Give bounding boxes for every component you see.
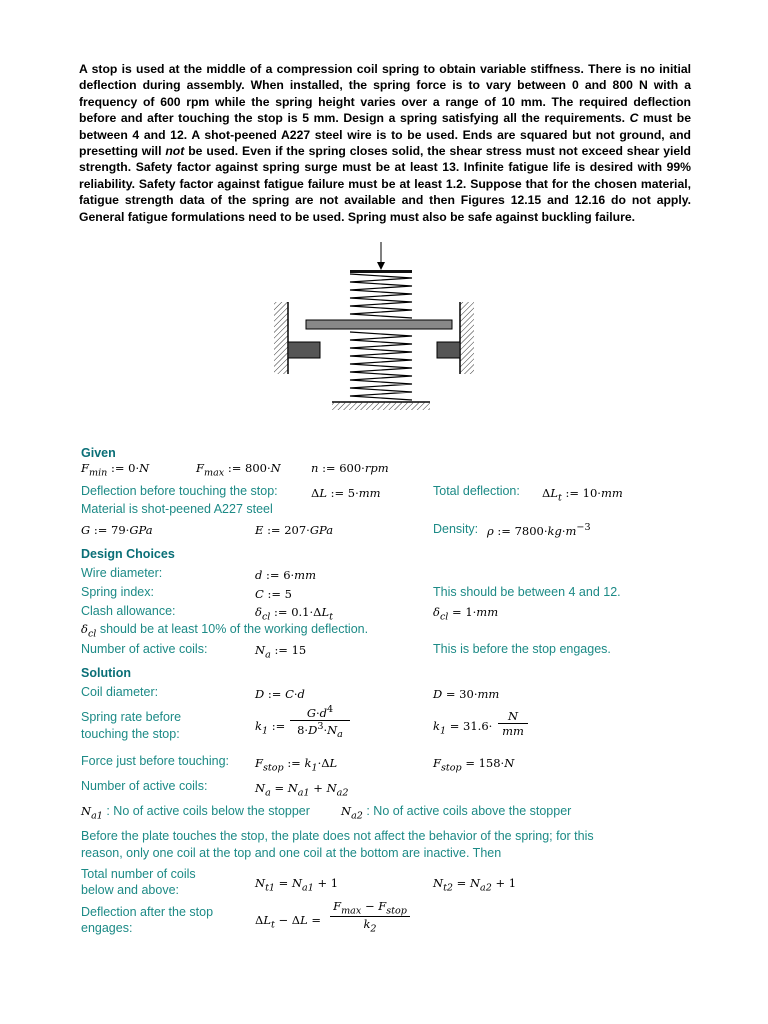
right-wall [460,302,474,374]
density-label: Density: [433,522,479,536]
rate-label-2: touching the stop: [81,727,180,741]
clash-note: $\delta_{cl}$ should be at least 10% of the working deflection. [81,622,369,640]
eq-n: n := 600·rpm [311,461,389,475]
eq-E: E := 207·GPa [255,523,334,537]
moving-plate [306,320,452,329]
given-heading: Given [81,446,116,460]
clash-note-text: should be at least 10% of the working deflection. [96,622,369,636]
after-label-1: Deflection after the stop [81,905,214,919]
eq-force: $F_{stop}$ := $k_1\cdot\Delta L$ [255,756,338,774]
left-stop [288,342,320,358]
eq-fmax: $F_{max}$ := 800·N [196,461,281,479]
eq-G: G := 79·GPa [81,523,153,537]
na1-note: $N_{a1}$ : No of active coils below the stopper [81,804,310,822]
clash-label: Clash allowance: [81,604,176,618]
left-wall [274,302,288,374]
right-stop [437,342,460,358]
eq-rate-frac: $\frac{G\cdot d^4}{8\cdot D^3\cdot N_a}$ [290,704,350,740]
problem-not: not [165,144,185,159]
rate-label-1: Spring rate before [81,710,182,724]
na1-note-text: : No of active coils below the stopper [102,804,310,818]
eq-clash: $\delta_{cl}$ := $0.1\cdot\Delta L_t$ [255,605,333,623]
eq-nt1: $N_{t1} = N_{a1} + 1$ [255,876,339,894]
eq-rate-unit: $\frac{N}{mm}$ [498,709,528,738]
after-label-2: engages: [81,921,133,935]
design-heading: Design Choices [81,547,175,561]
total-coils-label-1: Total number of coils [81,867,196,881]
spring-coil [350,274,412,400]
active2-label: Number of active coils: [81,779,208,793]
eq-total-defl: $\Delta L_t$ := 10·mm [542,486,623,504]
total-defl-label: Total deflection: [433,484,520,498]
top-plate [350,270,412,273]
total-coils-label-2: below and above: [81,883,179,897]
wire-label: Wire diameter: [81,566,163,580]
na2-note: $N_{a2}$ : No of active coils above the stopper [341,804,572,822]
na2-note-text: : No of active coils above the stopper [362,804,572,818]
eq-after-lhs: $\Delta L_t - \Delta L$ = [255,913,322,931]
coil-label: Coil diameter: [81,685,159,699]
eq-index: C := 5 [255,587,292,601]
eq-clash-result: $\delta_{cl} = 1\cdot mm$ [433,605,499,623]
index-label: Spring index: [81,585,154,599]
eq-coil-result: D = 30·mm [433,687,500,701]
eq-active2: $N_a = N_{a1} + N_{a2}$ [255,781,349,799]
force-label: Force just before touching: [81,754,229,768]
problem-statement [79,61,691,225]
eq-fmin: $F_{min}$ := 0·N [81,461,150,479]
eq-rate-result: $k_1 = 31.6\cdot$ [433,719,493,737]
problem-text-2: must be between 4 and 12. A shot-peened A227 steel wire is to be used. Ends are squared but not ground, and presetting will [79,111,691,159]
material-text: Material is shot-peened A227 steel [81,502,273,516]
solution-heading: Solution [81,666,131,680]
eq-active: $N_a$ := 15 [255,643,307,661]
eq-wire: d := 6·mm [255,568,316,582]
eq-force-result: $F_{stop} = 158\cdot N$ [433,756,515,774]
defl-label: Deflection before touching the stop: [81,484,278,498]
eq-rate-lhs: $k_1$ := [255,719,286,737]
index-note: This should be between 4 and 12. [433,585,621,599]
spring-stop-figure [270,240,500,415]
eq-defl: ΔL := 5·mm [311,486,381,500]
active-note: This is before the stop engages. [433,642,611,656]
eq-coil: D := C·d [255,687,305,701]
problem-text-1: A stop is used at the middle of a compression coil spring to obtain variable stiffness. There is no initial deflection during assembly. When installed, the spring force is to vary between 0 and 800 N with a frequency of 600 rpm while the spring height varies over a range of 10 mm. The required deflection before and after touching the stop is 5 mm. Design a spring satisfying all the requirements. [79,62,691,126]
eq-density: ρ := $7800\cdot kg\cdot m^{-3}$ [487,522,591,538]
eq-after-frac: $F_{max} - F_{stop}$ $k_2$ [330,899,410,935]
active-label: Number of active coils: [81,642,208,656]
para-line-2: reason, only one coil at the top and one coil at the bottom are inactive. Then [81,846,502,860]
problem-text-3: be used. Even if the spring closes solid, the shear stress must not exceed shear yield strength. Safety factor against spring surge must be at least 13. Infinite fatigue life is desired with 99% reliability. Safety factor against fatigue failure must be at least 1.2. Suppose that for the chosen material, fatigue strength data of the spring are not available and then Figures 12.15 and 12.16 do not apply. General fatigue formulations need to be used. Spring must also be safe against buckling failure. [79,144,692,224]
problem-c: C [629,111,639,126]
para-line-1: Before the plate touches the stop, the plate does not affect the behavior of the spring; for this [81,829,594,843]
eq-nt2: $N_{t2} = N_{a2} + 1$ [433,876,517,894]
